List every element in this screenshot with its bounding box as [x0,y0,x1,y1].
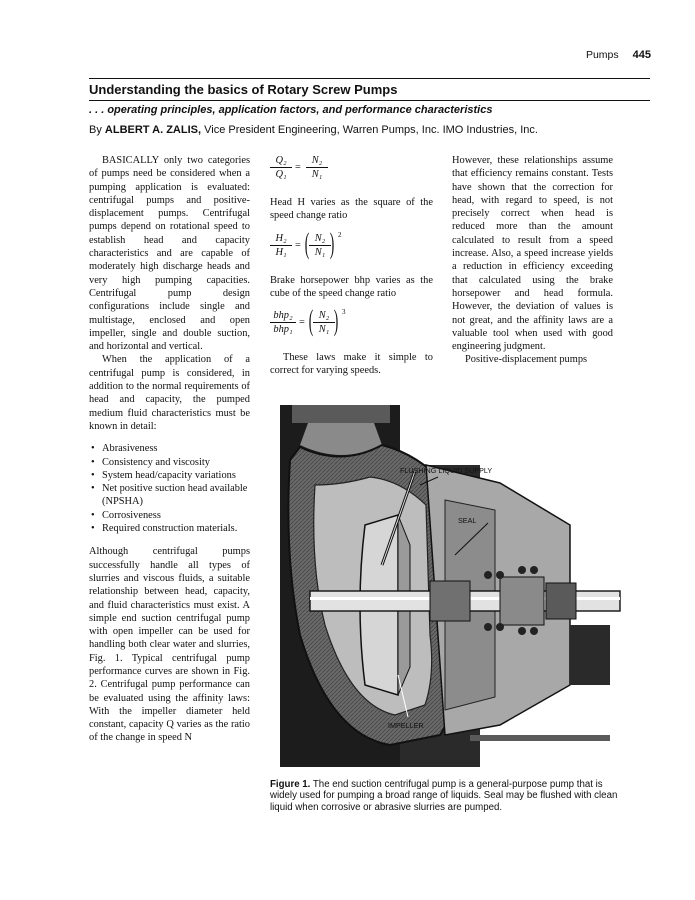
list-item: • Net positive suction head available (NPSHA) [89,482,250,509]
list-item: • Corrosiveness [89,509,250,522]
list-item: • Abrasiveness [89,442,250,455]
eq-num: Q₂ [270,154,292,168]
byline [89,124,538,136]
paragraph: When the application of a centrifugal pump is considered, in addition to the normal requirements of head and capacity, the pumped medium fluid characteristics must be known in detail: [89,354,250,432]
caption-text: The end suction centrifugal pump is a general-purpose pump that is widely used for pumping a broad range of liquids. Seal may be flushed with clean liquid when corrosive or abrasive slurries are pumped. [270,779,618,813]
requirements-list [89,442,250,535]
text-column-2 [270,154,433,378]
title-rule-top [89,78,650,79]
list-item: • System head/capacity variations [89,469,250,482]
eq-num: N₂ [309,232,331,246]
eq-den: bhp₁ [273,324,293,336]
paragraph: BASICALLY only two categories of pumps need be considered when a pumping application is evaluated: centrifugal pumps and positive-displacement pumps. Centrifugal pumps depend on rotational speed to establish head and capacity characteristics and are capable of moderately high discharge heads and very high pumping capacities. Centrifugal pump design configurations include single and multistage, enclosed and open impeller, single and double suction, and horizontal and vertical. [89,155,250,353]
eq-den: H₁ [275,246,287,258]
article-subtitle: . . . operating principles, application factors, and performance characteristics [89,104,493,116]
paragraph: Although centrifugal pumps successfully handle all types of slurries and viscous fluids, a suitable relationship between head, capacity, and fluid characteristics must exist. A simple end suction centrifugal pump with open impeller can be used for handling both clear water and slurries, Fig. 1. Typical centrifugal pump performance curves are shown in Fig. 2. Centrifugal pump performance can be evaluated using the affinity laws: With the impeller diameter held constant, capacity Q varies as the ratio of the change in speed N [89,546,250,744]
eq-num: H₂ [270,232,292,246]
figure-caption [270,779,619,813]
equation-power: bhp₂ bhp₁ = ( $\frac{\text{N₂}}{\text{N₁}}$ ) 3 [270,309,433,343]
section-name: Pumps [585,49,619,61]
eq-num: bhp₂ [270,309,296,323]
support-foot [570,625,610,685]
label-seal: SEAL [458,516,477,525]
label-impeller: IMPELLER [388,721,424,730]
eq-den: N₁ [314,246,326,258]
eq-exponent: 2 [338,230,342,239]
caption-label: Figure 1. [270,779,311,790]
eq-den: N₁ [311,169,323,180]
paragraph: Brake horsepower bhp varies as the cube of the speed change ratio [270,274,433,299]
title-rule-bottom [89,100,650,101]
label-flushing: FLUSHING LIQUID SUPPLY [400,466,493,475]
author-affiliation: Vice President Engineering, Warren Pumps, Inc. IMO Industries, Inc. [201,124,538,136]
equation-head: $\frac{\text{H₂}}{\text{H₁}}$ = ( $\frac{\text{N₂}}{\text{N₁}}$ ) 2 [270,232,433,266]
paragraph: Positive-displacement pumps [465,354,588,366]
article-title: Understanding the basics of Rotary Screw Pumps [89,82,398,97]
list-item: • Required construction materials. [89,522,250,535]
figure-pump-cutaway [270,405,630,767]
pump-illustration [270,405,630,767]
eq-num: N₂ [313,309,335,323]
paragraph: However, these relationships assume that efficiency remains constant. Tests have shown that the correction for head, with regard to speed, is not precisely correct when head is reduced more than the amount calculated to result from a speed increase. Also, a speed increase yields a reduction in efficiency exceeding that calculated using the brake horsepower and head formula. However, the deviation of values is not great, and the affinity laws are a valuable tool when used with good engineering judgment. [452,155,613,353]
running-head [586,49,651,61]
paragraph: These laws make it simple to correct for varying speeds. [270,352,433,377]
list-item: • Consistency and viscosity [89,456,250,469]
text-column-1 [89,154,250,745]
page-number: 445 [632,49,651,61]
author-name: ALBERT A. ZALIS, [104,124,202,136]
paragraph: Head H varies as the square of the speed change ratio [270,197,433,222]
suction-flange [292,405,390,423]
byline-prefix: By [89,124,105,136]
eq-den: N₁ [318,324,330,336]
equation-capacity: $\frac{\text{Q₂}}{\text{Q₁}}$ = $\frac{\text{N₂}}{\text{N₁}}$ [270,154,433,188]
text-column-3 [452,154,613,367]
eq-num: N₂ [306,154,328,168]
eq-exponent: 3 [342,308,346,317]
eq-den: Q₁ [275,169,287,180]
